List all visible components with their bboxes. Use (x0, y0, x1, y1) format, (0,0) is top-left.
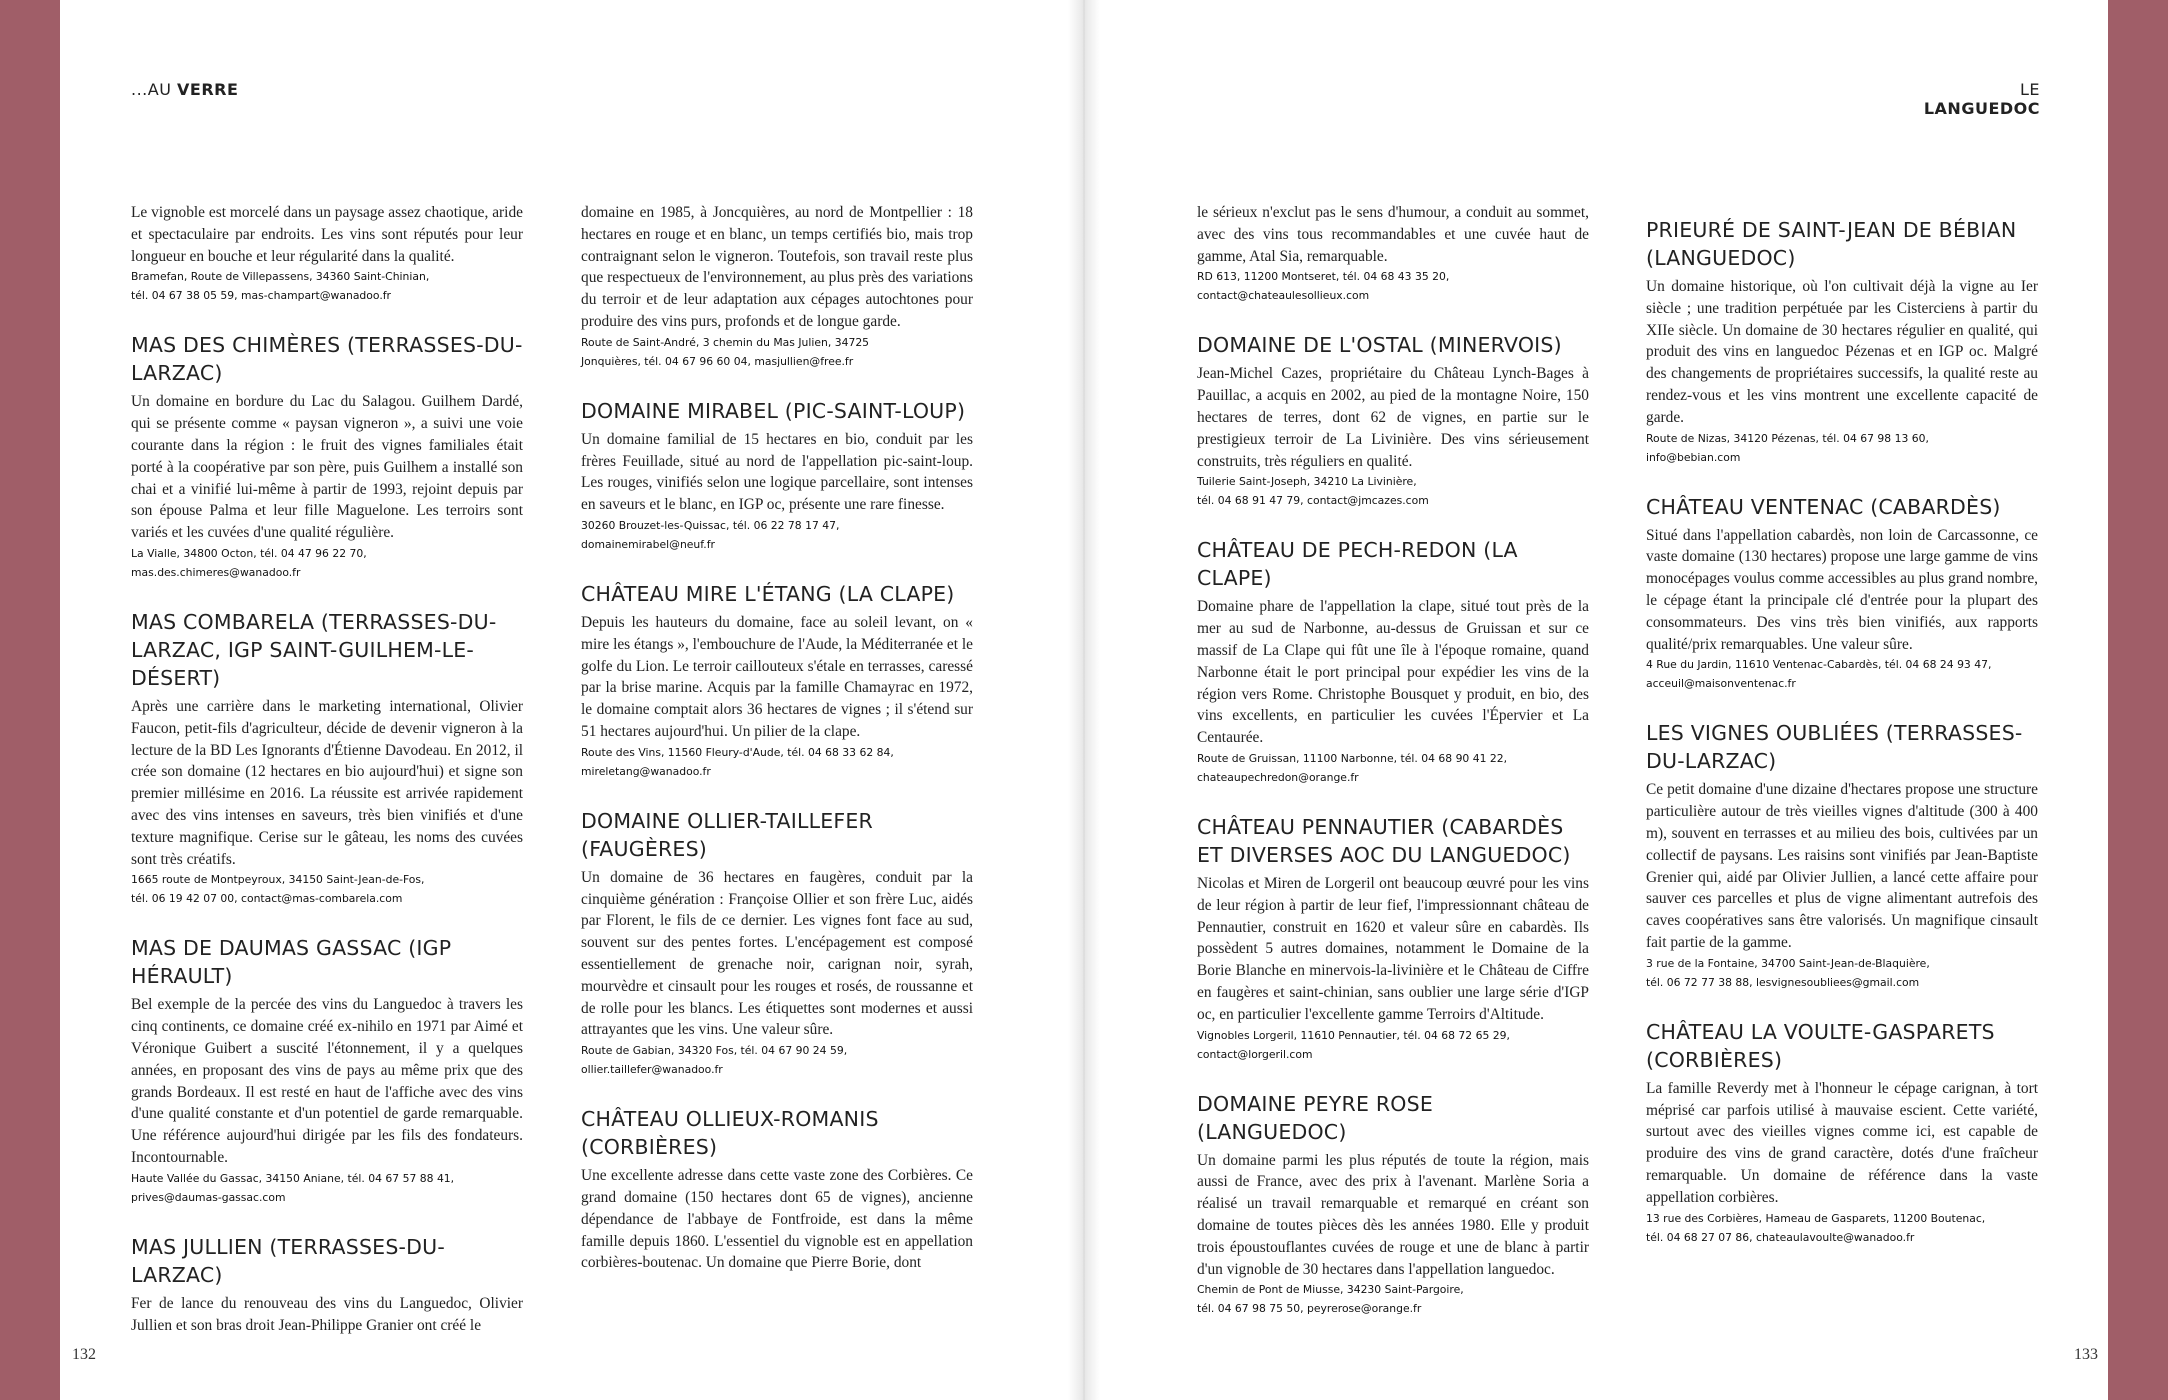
entry-title: CHÂTEAU LA VOULTE-GASPARETS (CORBIÈRES) (1646, 1019, 1995, 1072)
entry-title: DOMAINE DE L'OSTAL (MINERVOIS) (1197, 333, 1562, 358)
entry-text: Jean-Michel Cazes, propriétaire du Château Lynch-Bages à Pauillac, a acquis en 2002, au pied de la montagne Noire, 150 hectares de terres, dont 62 de vignes, en partie sur le prestigieux terroir de La Livinière. Des vins sérieusement construits, très réguliers en qualité. (1197, 365, 1589, 470)
entry-address-line: 4 Rue du Jardin, 11610 Ventenac-Cabardès, tél. 04 68 24 93 47, (1646, 658, 1992, 672)
entry-title: DOMAINE PEYRE ROSE (LANGUEDOC) (1197, 1091, 1433, 1144)
entry-text: Une excellente adresse dans cette vaste zone des Corbières. Ce grand domaine (150 hectares dont 65 de vignes), ancienne dépendance de l'abbaye de Fontfroide, est dans la même famille depuis 1860. L'essentiel du vignoble est en appellation corbières-boutenac. Un domaine que Pierre Borie, dont (581, 1167, 973, 1272)
wine-entry (581, 807, 973, 1079)
column-2 (581, 202, 973, 1312)
running-header-right-prefix: LE (2019, 80, 2040, 99)
wine-entry (581, 202, 973, 371)
entry-address-line: Chemin de Pont de Miusse, 34230 Saint-Pargoire, (1197, 1283, 1464, 1297)
wine-entry (131, 1233, 523, 1337)
entry-text: Ce petit domaine d'une dizaine d'hectares propose une structure particulière autour de très vieilles vignes d'altitude (300 à 400 m), souvent en terrasses et au milieu des bois, cultivées par un collectif de paysans. Les raisins sont vinifiés par Jean-Baptiste Grenier qui, aidé par Olivier Jullien, a lancé cette affaire pour sauver ces parcelles et plus de vigne alimentant autrefois des caves coopératives sans être valorisés. Un magnifique cinsault fait partie de la gamme. (1646, 781, 2038, 951)
entry-text: Situé dans l'appellation cabardès, non loin de Carcassonne, ce vaste domaine (130 hectares) propose une large gamme de vins monocépages voulus comme accessibles au plus grand nombre, le cépage étant la principale clé d'entrée pour la plupart des consommateurs. Des vins très bien vinifiés, aux rapports qualité/prix remarquables. Une valeur sûre. (1646, 526, 2038, 653)
entry-address-line: 1665 route de Montpeyroux, 34150 Saint-Jean-de-Fos, (131, 873, 425, 887)
entry-text: Bel exemple de la percée des vins du Languedoc à travers les cinq continents, ce domaine créé ex-nihilo en 1971 par Aimé et Véronique Guibert a suscité l'étonnement, il y a quelques années, en proposant des vins de pays au même prix que des grands Bordeaux. Il est resté en haut de l'affiche avec des vins d'une qualité constante et d'un potentiel de garde remarquable. Une référence aujourd'hui dirigée par les fils des fondateurs. Incontournable. (131, 996, 523, 1166)
entry-address-line: contact@chateaulesollieux.com (1197, 289, 1370, 303)
column-4 (1646, 202, 2038, 1312)
wine-entry (1646, 719, 2038, 991)
entry-address-line: Haute Vallée du Gassac, 34150 Aniane, tél. 04 67 57 88 41, (131, 1171, 455, 1185)
entry-text: Un domaine de 36 hectares en faugères, conduit par la cinquième génération : Françoise Ollier et son frère Luc, aidés par Florent, le fils de ce dernier. Les vignes font face au sud, souvent sur des pentes fortes. L'encépagement est composé essentiellement de grenache noir, carignan noir, syrah, mourvèdre et cinsault pour les rouges et rosés, de roussanne et de rolle pour les blancs. Les étiquettes sont modernes et aussi attrayantes que les vins. Une valeur sûre. (581, 868, 973, 1039)
running-header-right-bold: LANGUEDOC (1923, 99, 2040, 118)
entry-address-line: 3 rue de la Fontaine, 34700 Saint-Jean-de-Blaquière, (1646, 956, 1930, 970)
entry-title: MAS DE DAUMAS GASSAC (IGP HÉRAULT) (131, 936, 452, 989)
wine-entry (131, 331, 523, 582)
entry-text: Depuis les hauteurs du domaine, face au soleil levant, on « mire les étangs », l'embouchure de l'Aude, la Méditerranée et le golfe du Lion. Le terroir caillouteux s'étale en terrasses, caressé par la brise marine. Acquis par la famille Chamayrac en 1972, le domaine comptait alors 36 hectares de vignes ; il s'étend sur 51 hectares aujourd'hui. Un pilier de la clape. (581, 613, 973, 740)
wine-entry (131, 934, 523, 1206)
wine-entry (131, 202, 523, 305)
wine-entry (1646, 493, 2038, 694)
right-page-edge (2108, 0, 2168, 1400)
entry-title: PRIEURÉ DE SAINT-JEAN DE BÉBIAN (LANGUEDOC) (1646, 218, 2017, 270)
wine-entry (1197, 1090, 1589, 1319)
wine-entry (1197, 331, 1589, 510)
entry-title: DOMAINE MIRABEL (PIC-SAINT-LOUP) (581, 398, 966, 423)
wine-entry (1197, 202, 1589, 305)
entry-title: MAS JULLIEN (TERRASSES-DU-LARZAC) (131, 1234, 445, 1287)
entry-text: La famille Reverdy met à l'honneur le cépage carignan, à tort méprisé car parfois utilisé à mauvaise escient. Cette variété, surtout avec des vieilles vignes comme ici, est capable de produire des vins de grand caractère, dotés d'une fraîcheur remarquable. Un domaine de référence dans la vaste appellation corbières. (1646, 1079, 2038, 1206)
running-header-left-prefix: ...AU (131, 80, 177, 99)
entry-title: DOMAINE OLLIER-TAILLEFER (FAUGÈRES) (581, 808, 873, 861)
entry-address-line: mireletang@wanadoo.fr (581, 764, 711, 778)
entry-text: domaine en 1985, à Joncquières, au nord de Montpellier : 18 hectares en rouge et en blanc, un temps certifiés bio, mais trop contraignant selon le vigneron. Toutefois, son travail reste plus que respectueux de l'environnement, au plus près des variations du terroir et de leur adaptation aux cépages autochtones pour produire des vins purs, profonds et de longue garde. (581, 204, 973, 330)
entry-address-line: La Vialle, 34800 Octon, tél. 04 47 96 22 70, (131, 546, 367, 560)
wine-entry (1646, 1018, 2038, 1247)
entry-address-line: Route de Nizas, 34120 Pézenas, tél. 04 67 98 13 60, (1646, 431, 1929, 445)
entry-address-line: tél. 06 72 77 38 88, lesvignesoubliees@gmail.com (1646, 975, 1920, 989)
wine-entry (1646, 216, 2038, 467)
entry-title: MAS COMBARELA (TERRASSES-DU-LARZAC, IGP SAINT-GUILHEM-LE-DÉSERT) (131, 609, 497, 690)
entry-address-line: Route de Gruissan, 11100 Narbonne, tél. 04 68 90 41 22, (1197, 751, 1508, 765)
entry-title: CHÂTEAU OLLIEUX-ROMANIS (CORBIÈRES) (581, 1107, 879, 1160)
entry-address-line: Route des Vins, 11560 Fleury-d'Aude, tél. 04 68 33 62 84, (581, 745, 894, 759)
entry-address-line: RD 613, 11200 Montseret, tél. 04 68 43 35 20, (1197, 270, 1450, 284)
column-1 (131, 202, 523, 1334)
wine-entry (1197, 813, 1589, 1064)
left-page-edge (0, 0, 60, 1400)
entry-text: Nicolas et Miren de Lorgeril ont beaucoup œuvré pour les vins de leur région à partir de leur fief, l'impressionnant château de Pennautier, construit en 1620 et valeur sûre en cabardès. Ils possèdent 5 autres domaines, notamment le Domaine de la Borie Blanche en minervois-la-livinière et le Château de Ciffre en faugères et saint-chinian, sans oublier une large série d'IGP oc, en particulier l'excellente gamme Terroirs d'Altitude. (1197, 874, 1589, 1023)
entry-address-line: tél. 06 19 42 07 00, contact@mas-combarela.com (131, 892, 403, 906)
entry-address-line: Route de Saint-André, 3 chemin du Mas Julien, 34725 (581, 335, 870, 349)
wine-entry (1197, 536, 1589, 787)
entry-title: CHÂTEAU MIRE L'ÉTANG (LA CLAPE) (581, 581, 955, 606)
wine-entry (581, 580, 973, 781)
entry-address-line: Tuilerie Saint-Joseph, 34210 La Livinière, (1197, 475, 1417, 489)
entry-text: Fer de lance du renouveau des vins du Languedoc, Olivier Jullien et son bras droit Jean-Philippe Granier ont créé le (131, 1294, 523, 1334)
entry-address-line: contact@lorgeril.com (1197, 1047, 1313, 1061)
entry-text: Le vignoble est morcelé dans un paysage assez chaotique, aride et spectaculaire par endroits. Les vins sont réputés pour leur longueur en bouche et leur régularité dans la qualité. (131, 204, 523, 265)
entry-address-line: 30260 Brouzet-les-Quissac, tél. 06 22 78 17 47, (581, 518, 840, 532)
entry-title: CHÂTEAU DE PECH-REDON (LA CLAPE) (1197, 538, 1518, 591)
entry-title: LES VIGNES OUBLIÉES (TERRASSES-DU-LARZAC) (1646, 721, 2023, 774)
entry-address-line: Route de Gabian, 34320 Fos, tél. 04 67 90 24 59, (581, 1044, 848, 1058)
column-3 (1197, 202, 1589, 1316)
entry-text: Un domaine parmi les plus réputés de toute la région, mais aussi de France, avec des prix à l'avenant. Marlène Soria a réalisé un travail remarquable et remarqué en créant son domaine de toutes pièces dès les années 1980. Elle y produit trois époustouflantes cuvées de rouge et une de blanc à partir d'un vignoble de 30 hectares dans l'appellation languedoc. (1197, 1151, 1589, 1278)
entry-address-line: tél. 04 68 91 47 79, contact@jmcazes.com (1197, 494, 1429, 508)
page-number-left: 132 (72, 1346, 96, 1363)
entry-title: MAS DES CHIMÈRES (TERRASSES-DU-LARZAC) (131, 333, 523, 386)
entry-title: CHÂTEAU VENTENAC (CABARDÈS) (1646, 494, 2001, 519)
entry-address-line: 13 rue des Corbières, Hameau de Gasparets, 11200 Boutenac, (1646, 1211, 1986, 1225)
entry-address-line: info@bebian.com (1646, 450, 1741, 464)
wine-entry (131, 608, 523, 908)
entry-text: le sérieux n'exclut pas le sens d'humour, a conduit au sommet, avec des vins tous recommandables et une cuvée haut de gamme, Atal Sia, remarquable. (1197, 204, 1589, 265)
entry-address-line: acceuil@maisonventenac.fr (1646, 677, 1796, 691)
running-header-left-bold: VERRE (177, 80, 239, 99)
entry-text: Domaine phare de l'appellation la clape, situé tout près de la mer au sud de Narbonne, au-dessus de Gruissan et sur ce massif de La Clape qui fût une île à l'époque romaine, quand Narbonne était le port principal pour expédier les vins de la région vers Rome. Christophe Bousquet y produit, en bio, des vins excellents, en particulier les cuvées l'Épervier et La Centaurée. (1197, 598, 1589, 747)
entry-address-line: tél. 04 68 27 07 86, chateaulavoulte@wanadoo.fr (1646, 1230, 1915, 1244)
entry-address-line: chateaupechredon@orange.fr (1197, 770, 1359, 784)
entry-address-line: domainemirabel@neuf.fr (581, 537, 715, 551)
entry-address-line: Bramefan, Route de Villepassens, 34360 Saint-Chinian, (131, 270, 430, 284)
entry-address-line: ollier.taillefer@wanadoo.fr (581, 1063, 723, 1077)
wine-entry (581, 1105, 973, 1274)
entry-address-line: Vignobles Lorgeril, 11610 Pennautier, tél. 04 68 72 65 29, (1197, 1028, 1510, 1042)
page-number-right: 133 (2074, 1346, 2098, 1363)
entry-text: Un domaine familial de 15 hectares en bio, conduit par les frères Feuillade, situé au nord de l'appellation pic-saint-loup. Les rouges, vinifiés selon une logique parcellaire, sont intenses en saveurs et le blanc, en IGP oc, présente une rare finesse. (581, 430, 973, 514)
wine-entry (581, 397, 973, 554)
entry-text: Un domaine en bordure du Lac du Salagou. Guilhem Dardé, qui se présente comme « paysan vigneron », a suivi une voie courante dans la région : le fruit des vignes familiales était porté à la coopérative par son père, puis Guilhem a installé son chai et a vinifié lui-même à partir de 1993, rejoint depuis par son épouse Palma et leur fille Maguelone. Les terroirs sont variés et les cuvées d'une qualité régulière. (131, 393, 523, 542)
running-header-right (1922, 80, 2040, 118)
entry-address-line: tél. 04 67 38 05 59, mas-champart@wanadoo.fr (131, 289, 391, 303)
running-header-left (131, 80, 238, 99)
entry-address-line: tél. 04 67 98 75 50, peyrerose@orange.fr (1197, 1302, 1422, 1316)
entry-address-line: Jonquières, tél. 04 67 96 60 04, masjullien@free.fr (581, 354, 854, 368)
entry-text: Un domaine historique, où l'on cultivait déjà la vigne au Ier siècle ; une tradition perpétuée par les Cisterciens à partir du XIIe siècle. Un domaine de 30 hectares régulier en qualité, qui produit des vins en languedoc Pézenas et en IGP oc. Malgré des changements de propriétaires successifs, la qualité reste au rendez-vous et les vins montrent une excellente capacité de garde. (1646, 278, 2038, 426)
entry-text: Après une carrière dans le marketing international, Olivier Faucon, petit-fils d'agriculteur, décide de devenir vigneron à la lecture de la BD Les Ignorants d'Étienne Davodeau. En 2012, il crée son domaine (12 hectares en bio aujourd'hui) et signe son premier millésime en 2016. La réussite est arrivée rapidement avec des vins intenses en saveurs, très bien vinifiés et d'une texture magnifique. Cerise sur le gâteau, les noms des cuvées sont très créatifs. (131, 697, 523, 868)
book-gutter (1068, 0, 1100, 1400)
entry-address-line: mas.des.chimeres@wanadoo.fr (131, 565, 301, 579)
entry-address-line: prives@daumas-gassac.com (131, 1190, 286, 1204)
entry-title: CHÂTEAU PENNAUTIER (CABARDÈS ET DIVERSES AOC DU LANGUEDOC) (1197, 814, 1571, 867)
